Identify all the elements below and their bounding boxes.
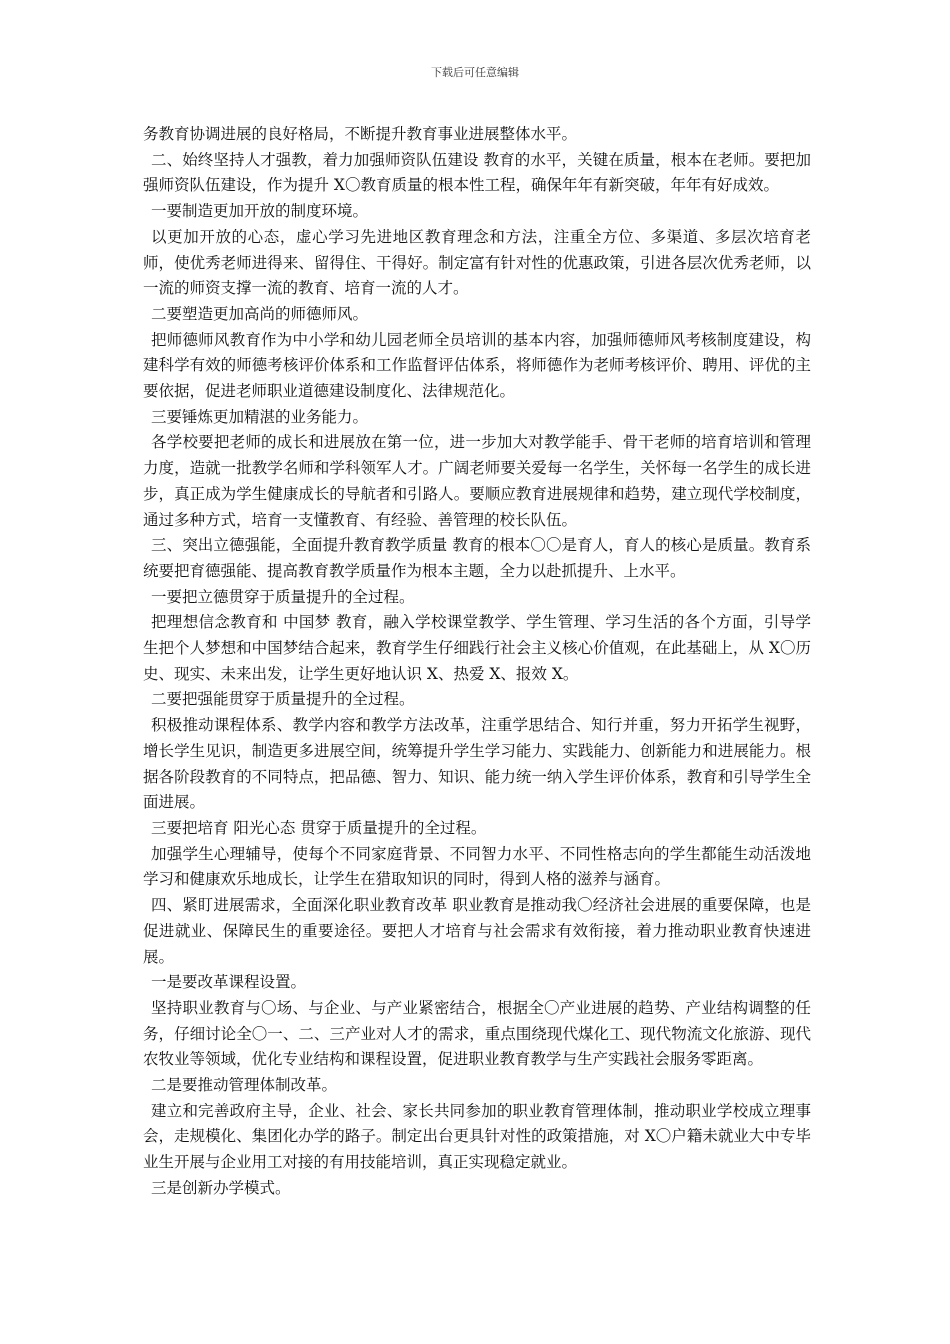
paragraph-4: 以更加开放的心态，虚心学习先进地区教育理念和方法，注重全方位、多渠道、多层次培育老师，使优秀老师进得来、留得住、干得好。制定富有针对性的优惠政策，引进各层次优秀老师，以一流的师资支撑一流的教育、培育一流的人才。 [143,227,811,298]
paragraph-7: 三要锤炼更加精湛的业务能力。 [151,407,369,426]
paragraph-11: 把理想信念教育和 中国梦 教育，融入学校课堂教学、学生管理、学习生活的各个方面，引导学生把个人梦想和中国梦结合起来，教育学生仔细践行社会主义核心价值观，在此基础上，从 X〇历史、现实、未来出发，让学生更好地认识 X、热爱 X、报效 X。 [143,613,811,683]
paragraph-20: 建立和完善政府主导，企业、社会、家长共同参加的职业教育管理体制，推动职业学校成立理事会，走规模化、集团化办学的路子。制定出台更具针对性的政策措施，对 X〇户籍未就业大中专毕业生开展与企业用工对接的有用技能培训，真正实现稳定就业。 [143,1101,811,1172]
paragraph-21: 三是创新办学模式。 [151,1178,291,1197]
paragraph-18: 坚持职业教育与〇场、与企业、与产业紧密结合，根据全〇产业进展的趋势、产业结构调整的任务，仔细讨论全〇一、二、三产业对人才的需求，重点围绕现代煤化工、现代物流文化旅游、现代农牧业等领域，优化专业结构和课程设置，促进职业教育教学与生产实践社会服务零距离。 [143,998,811,1069]
paragraph-12: 二要把强能贯穿于质量提升的全过程。 [151,690,415,709]
paragraph-13: 积极推动课程体系、教学内容和教学方法改革，注重学思结合、知行并重，努力开拓学生视野，增长学生见识，制造更多进展空间，统筹提升学生学习能力、实践能力、创新能力和进展能力。根据各阶段教育的不同特点，把品德、智力、知识、能力统一纳入学生评价体系，教育和引导学生全面进展。 [143,716,811,812]
paragraph-15: 加强学生心理辅导，使每个不同家庭背景、不同智力水平、不同性格志向的学生都能生动活泼地学习和健康欢乐地成长，让学生在猎取知识的同时，得到人格的滋养与涵育。 [143,844,811,889]
paragraph-8: 各学校要把老师的成长和进展放在第一位，进一步加大对教学能手、骨干老师的培育培训和管理力度，造就一批教学名师和学科领军人才。广阔老师要关爱每一名学生，关怀每一名学生的成长进步，真正成为学生健康成长的导航者和引路人。要顺应教育进展规律和趋势，建立现代学校制度，通过多种方式，培育一支懂教育、有经验、善管理的校长队伍。 [143,433,811,529]
page-header: 下载后可任意编辑 [431,66,519,79]
paragraph-16: 四、紧盯进展需求，全面深化职业教育改革 职业教育是推动我〇经济社会进展的重要保障，也是促进就业、保障民生的重要途径。要把人才培育与社会需求有效衔接，着力推动职业教育快速进展。 [143,896,811,966]
paragraph-19: 二是要推动管理体制改革。 [151,1076,338,1095]
paragraph-6: 把师德师风教育作为中小学和幼儿园老师全员培训的基本内容，加强师德师风考核制度建设，构建科学有效的师德考核评价体系和工作监督评估体系，将师德作为老师考核评价、聘用、评优的主要依据，促进老师职业道德建设制度化、法律规范化。 [143,330,811,401]
paragraph-2: 二、始终坚持人才强教，着力加强师资队伍建设 教育的水平，关键在质量，根本在老师。要把加强师资队伍建设，作为提升 X〇教育质量的根本性工程，确保年年有新突破，年年有好成效。 [143,150,811,195]
paragraph-17: 一是要改革课程设置。 [151,973,307,992]
paragraph-10: 一要把立德贯穿于质量提升的全过程。 [151,587,415,606]
paragraph-1: 务教育协调进展的良好格局，不断提升教育事业进展整体水平。 [143,125,578,143]
paragraph-14: 三要把培育 阳光心态 贯穿于质量提升的全过程。 [151,818,487,837]
paragraph-3: 一要制造更加开放的制度环境。 [151,202,369,221]
paragraph-9: 三、突出立德强能，全面提升教育教学质量 教育的根本〇〇是育人，育人的核心是质量。教育系统要把育德强能、提高教育教学质量作为根本主题，全力以赴抓提升、上水平。 [143,536,811,580]
document-body [143,122,811,1202]
paragraph-5: 二要塑造更加高尚的师德师风。 [151,304,369,323]
